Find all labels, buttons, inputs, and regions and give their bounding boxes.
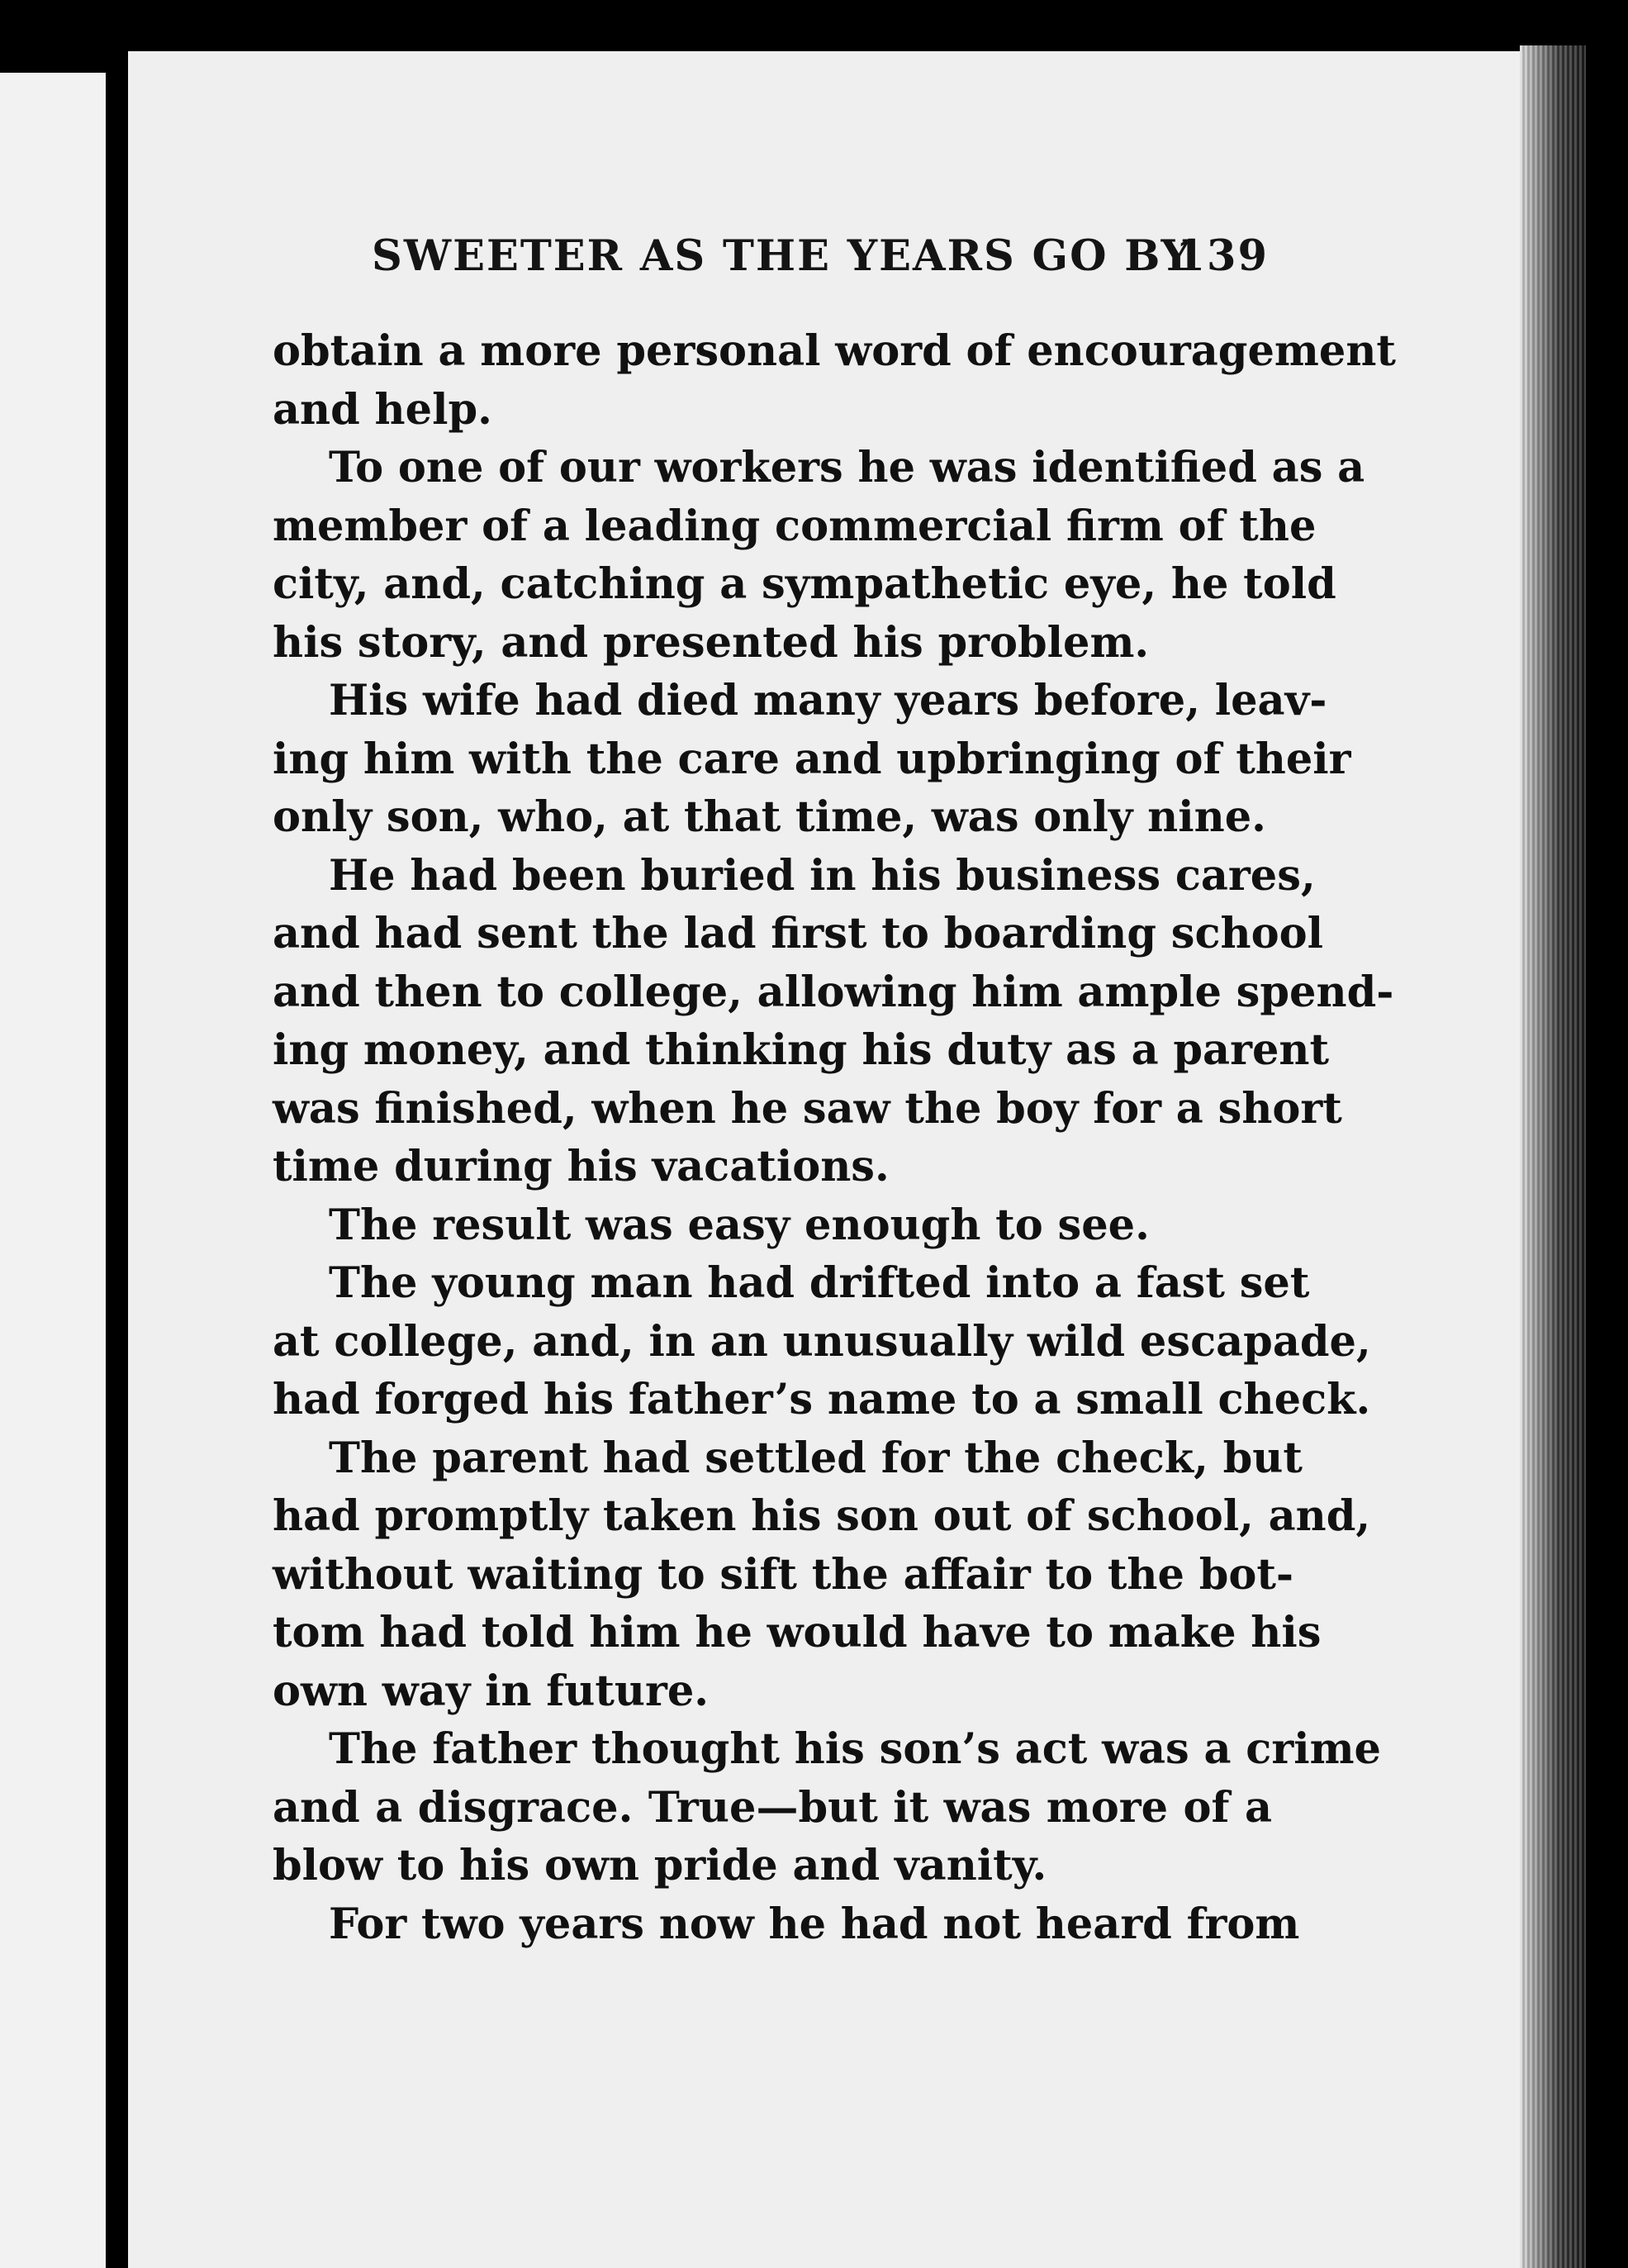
paragraph — [273, 672, 1351, 847]
text-line: member of a leading commercial firm of the — [273, 501, 1317, 551]
text-line: without waiting to sift the affair to the bot- — [273, 1549, 1294, 1600]
text-line: tom had told him he would have to make his — [273, 1608, 1322, 1657]
running-title: SWEETER AS THE YEARS GO BY — [372, 231, 1193, 281]
text-line: For two years now he had not heard from — [329, 1899, 1300, 1949]
page-stack-edge — [1520, 45, 1586, 2268]
paragraph — [273, 1720, 1382, 1895]
text-line: own way in future. — [273, 1666, 710, 1716]
text-line: and then to college, allowing him ample spend- — [273, 967, 1394, 1017]
body-text — [273, 322, 1396, 1953]
text-line: blow to his own pride and vanity. — [273, 1841, 1047, 1890]
text-line: The parent had settled for the check, but — [329, 1433, 1303, 1483]
paragraph — [273, 1196, 1272, 1255]
paragraph — [273, 1895, 1300, 1954]
paragraph — [273, 847, 1394, 1196]
text-line: city, and, catching a sympathetic eye, he told — [273, 559, 1336, 609]
text-line: and help. — [273, 384, 492, 435]
text-line: had forged his father’s name to a small check. — [273, 1375, 1371, 1424]
text-line: obtain a more personal word of encouragement — [273, 326, 1396, 376]
text-line: The result was easy enough to see. — [329, 1200, 1150, 1250]
paragraph — [273, 1429, 1371, 1721]
text-line: at college, and, in an unusually wild escapade, — [273, 1316, 1371, 1367]
text-line: ing him with the care and upbringing of their — [273, 734, 1351, 784]
text-line: He had been buried in his business cares, — [329, 850, 1316, 901]
running-header — [372, 231, 1269, 289]
paragraph — [273, 1254, 1371, 1429]
page-number: 139 — [1175, 231, 1269, 281]
facing-page-edge — [0, 73, 106, 2268]
text-line: time during his vacations. — [273, 1142, 890, 1191]
text-line: only son, who, at that time, was only nine. — [273, 792, 1266, 842]
text-line: The father thought his son’s act was a crime — [329, 1724, 1382, 1774]
paragraph — [273, 439, 1365, 672]
text-line: his story, and presented his problem. — [273, 617, 1150, 668]
text-line: and a disgrace. True—but it was more of a — [273, 1782, 1272, 1833]
text-line: His wife had died many years before, leav- — [329, 676, 1327, 725]
text-line: ing money, and thinking his duty as a parent — [273, 1025, 1330, 1075]
text-line: and had sent the lad first to boarding school — [273, 909, 1323, 958]
text-line: The young man had drifted into a fast set — [329, 1258, 1310, 1308]
text-line: had promptly taken his son out of school, and, — [273, 1491, 1371, 1541]
paragraph — [273, 322, 1396, 439]
text-line: To one of our workers he was identified as a — [329, 443, 1365, 492]
text-line: was finished, when he saw the boy for a short — [273, 1083, 1342, 1134]
